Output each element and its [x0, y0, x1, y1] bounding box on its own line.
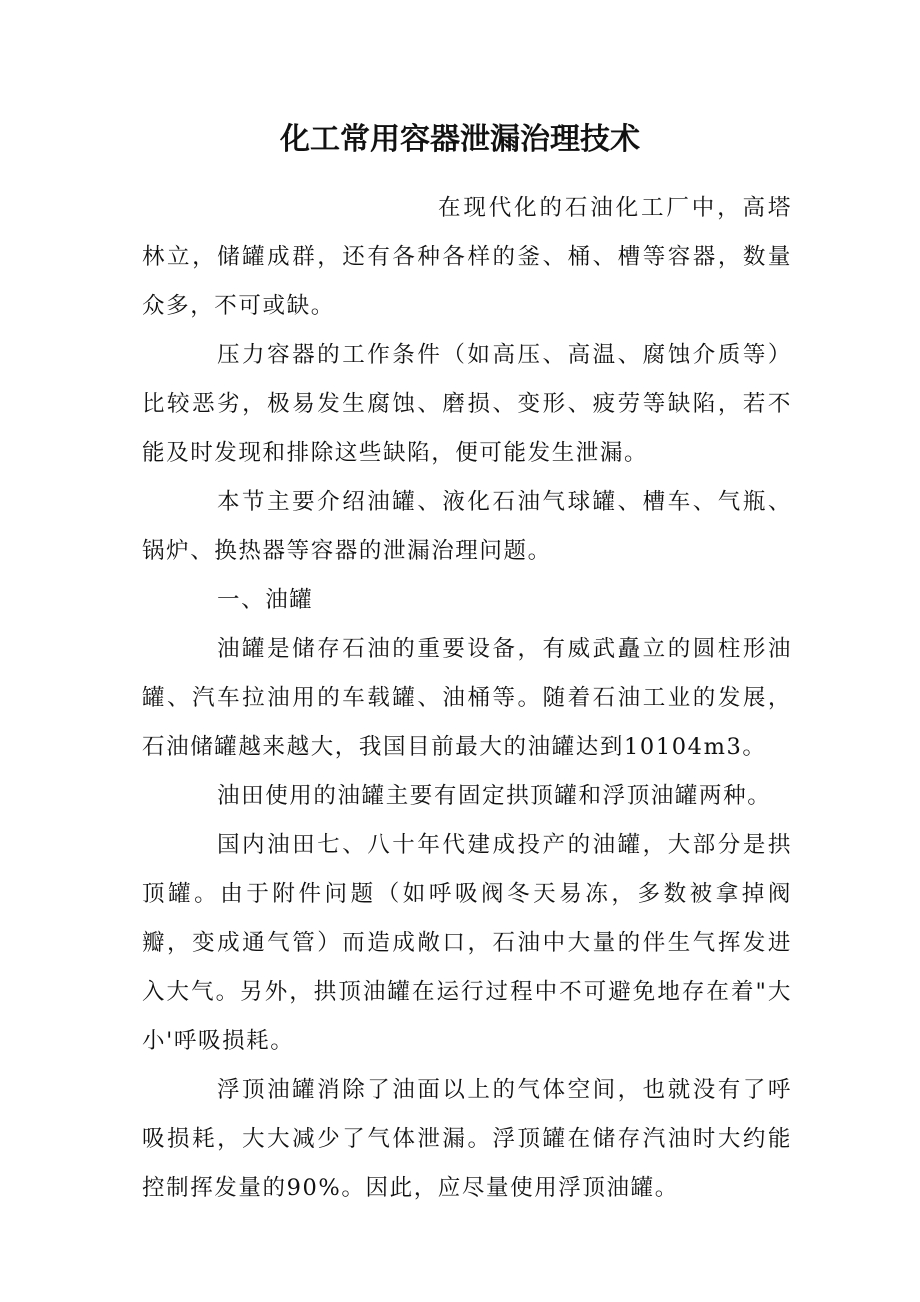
document-body — [142, 184, 792, 1213]
section-heading-oil-tanks: 一、油罐 — [217, 587, 314, 613]
paragraph-dome-roof-tanks: 国内油田七、八十年代建成投产的油罐，大部分是拱顶罐。由于附件问题（如呼吸阀冬天易冻，多数被拿掉阀瓣，变成通气管）而造成敞口，石油中大量的伴生气挥发进入大气。另外，拱顶油罐在运行过程中不可避免地存在着"大小'呼吸损耗。 — [142, 832, 792, 1054]
document-title: 化工常用容器泄漏治理技术 — [280, 122, 640, 157]
paragraph-intro: 在现代化的石油化工厂中，高塔林立，储罐成群，还有各种各样的釜、桶、槽等容器，数量众多，不可或缺。 — [142, 195, 792, 319]
paragraph-section-scope: 本节主要介绍油罐、液化石油气球罐、槽车、气瓶、锅炉、换热器等容器的泄漏治理问题。 — [142, 489, 792, 564]
paragraph-pressure-vessels: 压力容器的工作条件（如高压、高温、腐蚀介质等）比较恶劣，极易发生腐蚀、磨损、变形、疲劳等缺陷，若不能及时发现和排除这些缺陷，便可能发生泄漏。 — [142, 342, 792, 466]
paragraph-tank-types: 油田使用的油罐主要有固定拱顶罐和浮顶油罐两种。 — [217, 783, 772, 809]
paragraph-oil-tank-overview: 油罐是储存石油的重要设备，有威武矗立的圆柱形油罐、汽车拉油用的车载罐、油桶等。随着石油工业的发展，石油储罐越来越大，我国目前最大的油罐达到10104m3。 — [142, 636, 792, 760]
paragraph-floating-roof-tanks: 浮顶油罐消除了油面以上的气体空间，也就没有了呼吸损耗，大大减少了气体泄漏。浮顶罐在储存汽油时大约能控制挥发量的90%。因此，应尽量使用浮顶油罐。 — [142, 1077, 792, 1201]
